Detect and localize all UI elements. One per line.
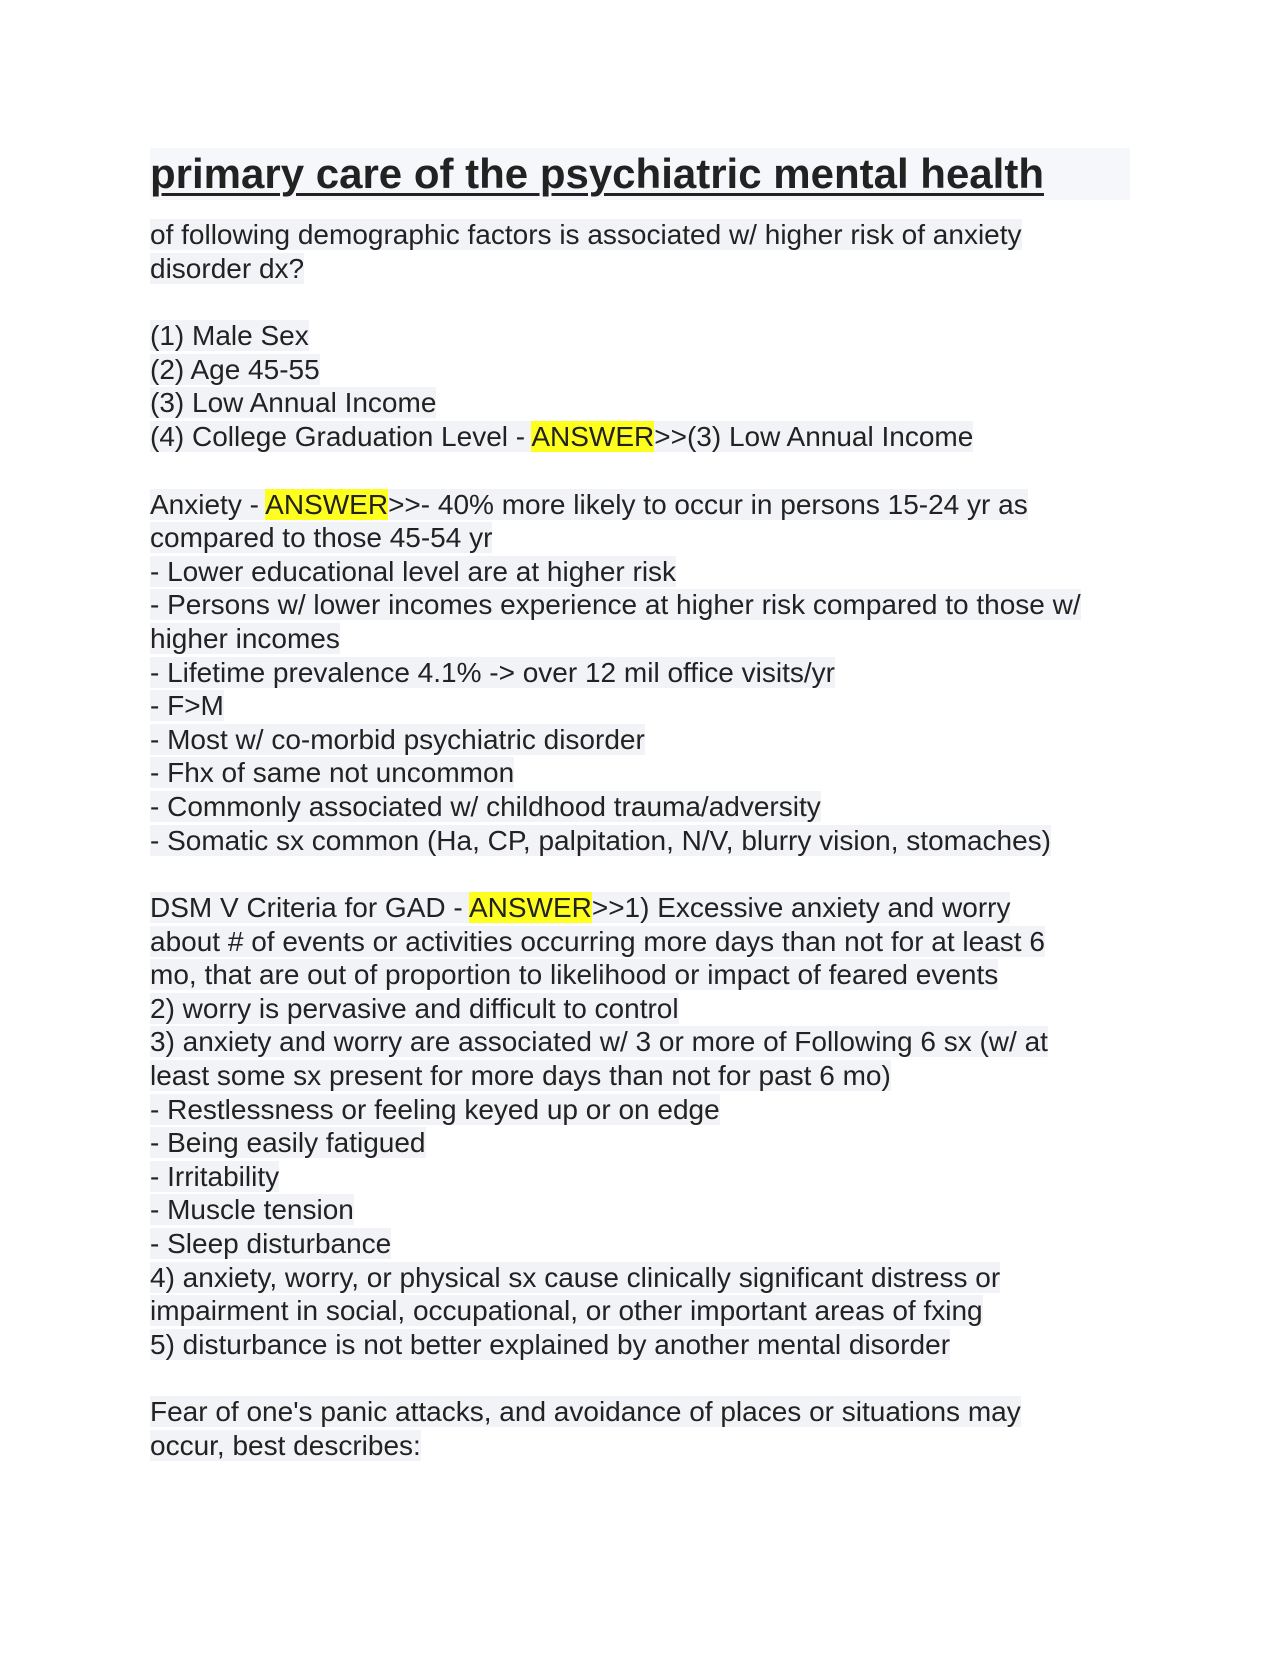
answer-line [150, 756, 1130, 790]
answer-highlight: ANSWER [265, 488, 389, 520]
option-text: (2) Age 45-55 [150, 353, 320, 385]
document-page [150, 148, 1130, 1497]
text-run: - Somatic sx common (Ha, CP, palpitation, N/V, blurry vision, stomaches) [150, 824, 1052, 856]
question-prefix: DSM V Criteria for GAD - [150, 892, 469, 924]
text-run: about # of events or activities occurring more days than not for at least 6 [150, 925, 1045, 957]
answer-line [150, 1126, 1130, 1160]
text-run: - Lower educational level are at higher risk [150, 555, 677, 587]
text-run: - Being easily fatigued [150, 1127, 426, 1159]
question-4 [150, 1395, 1130, 1462]
text-run: 2) worry is pervasive and difficult to control [150, 992, 679, 1024]
question-text-line [150, 1395, 1130, 1429]
text-run: least some sx present for more days than not for past 6 mo) [150, 1060, 891, 1092]
answer-text: >>(3) Low Annual Income [654, 420, 974, 452]
question-text-line [150, 218, 1130, 252]
text-run: - Lifetime prevalence 4.1% -> over 12 mil office visits/yr [150, 656, 835, 688]
text-run: occur, best describes: [150, 1430, 421, 1461]
answer-line [150, 521, 1130, 555]
answer-line [150, 1193, 1130, 1227]
title-block [150, 148, 1130, 200]
answer-line [150, 1059, 1130, 1093]
answer-line [150, 1294, 1130, 1328]
answer-highlight: ANSWER [468, 892, 592, 924]
text-run: higher incomes [150, 622, 340, 654]
text-run: - Irritability [150, 1160, 280, 1192]
text-run: Fear of one's panic attacks, and avoidance of places or situations may [150, 1396, 1021, 1428]
answer-text: >>- 40% more likely to occur in persons 15-24 yr as [388, 488, 1028, 520]
answer-line [150, 723, 1130, 757]
option-line [150, 319, 1130, 353]
text-run: - Fhx of same not uncommon [150, 757, 515, 789]
question-1-options [150, 319, 1130, 453]
question-1 [150, 218, 1130, 285]
option-text: (4) College Graduation Level - [150, 420, 532, 452]
answer-line [150, 1160, 1130, 1194]
answer-line [150, 958, 1130, 992]
text-run: - Sleep disturbance [150, 1228, 392, 1260]
answer-line [150, 656, 1130, 690]
question-3 [150, 891, 1130, 1361]
text-run: - Most w/ co-morbid psychiatric disorder [150, 723, 645, 755]
option-line [150, 353, 1130, 387]
answer-line [150, 1227, 1130, 1261]
text-run: 3) anxiety and worry are associated w/ 3 or more of Following 6 sx (w/ at [150, 1026, 1048, 1058]
question-prefix: Anxiety - [150, 488, 266, 520]
answer-line [150, 925, 1130, 959]
question-text-line [150, 891, 1130, 925]
text-run: of following demographic factors is associated w/ higher risk of anxiety [150, 219, 1022, 250]
question-text-line [150, 1429, 1130, 1463]
text-run: - Muscle tension [150, 1194, 354, 1226]
option-text: (3) Low Annual Income [150, 387, 437, 419]
answer-line [150, 588, 1130, 622]
text-run: compared to those 45-54 yr [150, 522, 493, 554]
answer-line [150, 992, 1130, 1026]
answer-line [150, 689, 1130, 723]
text-run: - Persons w/ lower incomes experience at higher risk compared to those w/ [150, 589, 1081, 621]
text-run: - Commonly associated w/ childhood trauma/adversity [150, 790, 821, 822]
option-line [150, 420, 1130, 454]
option-text: (1) Male Sex [150, 320, 309, 352]
text-run: 5) disturbance is not better explained by another mental disorder [150, 1328, 951, 1360]
answer-line [150, 1093, 1130, 1127]
answer-line [150, 1328, 1130, 1362]
option-answer-run [150, 421, 973, 452]
answer-line [150, 824, 1130, 858]
text-run: disorder dx? [150, 252, 305, 284]
answer-line [150, 622, 1130, 656]
answer-text: >>1) Excessive anxiety and worry [591, 892, 1011, 924]
option-line [150, 386, 1130, 420]
question-text-line [150, 252, 1130, 286]
answer-line [150, 1261, 1130, 1295]
answer-run [150, 892, 1010, 923]
page-title: primary care of the psychiatric mental health [150, 150, 1044, 197]
text-run: - Restlessness or feeling keyed up or on edge [150, 1093, 720, 1125]
text-run: 4) anxiety, worry, or physical sx cause clinically significant distress or [150, 1261, 1001, 1293]
answer-run [150, 489, 1028, 520]
text-run: mo, that are out of proportion to likelihood or impact of feared events [150, 959, 999, 991]
question-text-line [150, 488, 1130, 522]
answer-line [150, 790, 1130, 824]
answer-line [150, 555, 1130, 589]
text-run: - F>M [150, 690, 224, 722]
answer-highlight: ANSWER [531, 420, 655, 452]
text-run: impairment in social, occupational, or other important areas of fxing [150, 1295, 983, 1327]
answer-line [150, 1025, 1130, 1059]
question-2 [150, 488, 1130, 858]
